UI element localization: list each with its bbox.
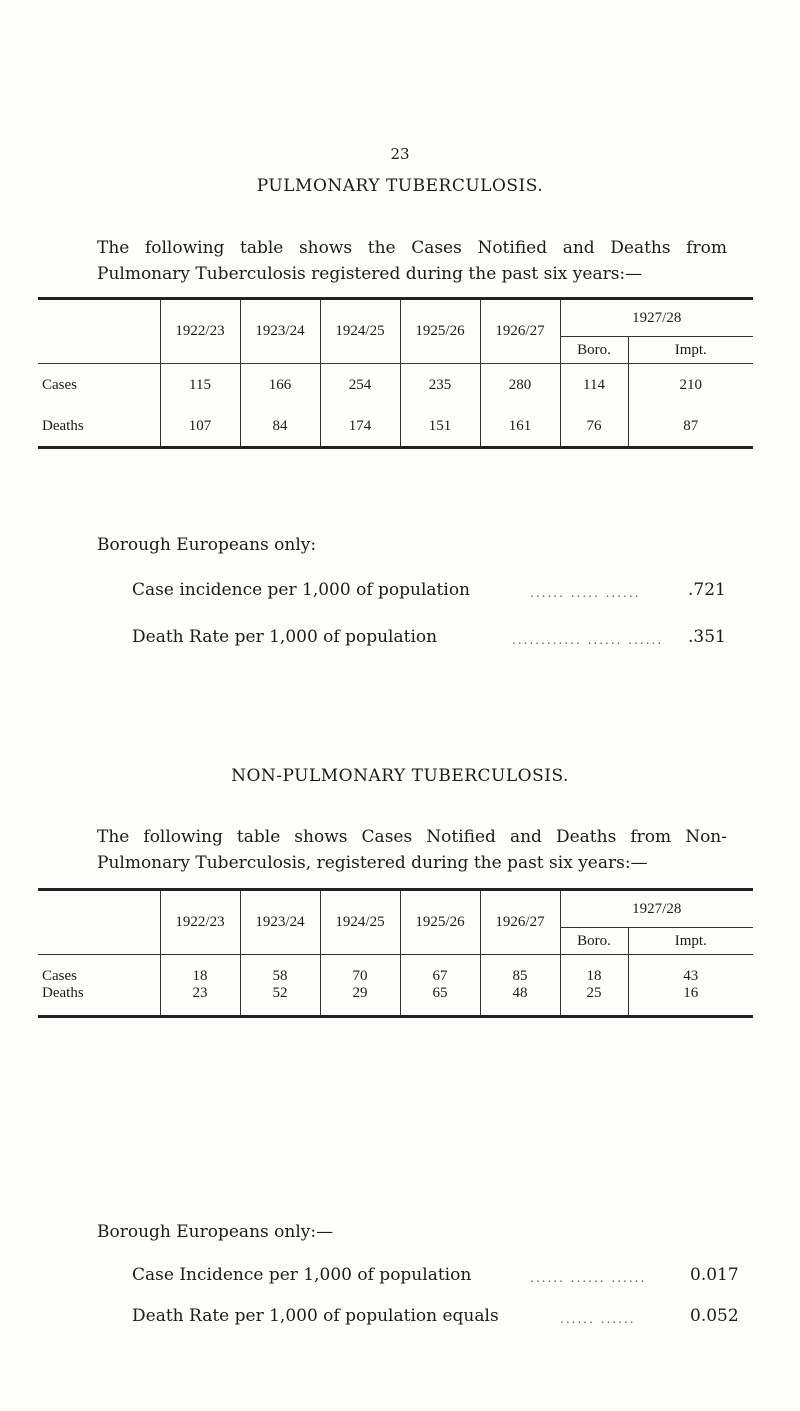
table-cell: 210 — [628, 364, 753, 407]
intro-paragraph-pulmonary: The following table shows the Cases Notified and Deaths from Pulmonary Tuberculosis registered during the past six years:— — [97, 238, 727, 284]
summary-title-non-pulmonary: Borough Europeans only:— — [97, 1222, 334, 1242]
table-cell: 29 — [320, 985, 400, 1017]
pulmonary-table — [38, 297, 753, 449]
table-cell: 161 — [480, 406, 560, 448]
table-cell: 107 — [160, 406, 240, 448]
non-pulmonary-table — [38, 888, 753, 1018]
summary-title-pulmonary: Borough Europeans only: — [97, 535, 317, 555]
table-cell: 43 — [628, 955, 753, 986]
summary-line-label: Death Rate per 1,000 of population — [132, 627, 438, 647]
year-header: 1926/27 — [480, 890, 560, 955]
table-cell: 58 — [240, 955, 320, 986]
leader-dots: ...... ...... — [560, 1312, 636, 1326]
summary-line-value: .721 — [688, 580, 726, 600]
leader-dots: ...... ...... ...... — [530, 1271, 647, 1285]
table-cell: 87 — [628, 406, 753, 448]
year-header: 1922/23 — [160, 299, 240, 364]
summary-line-label: Death Rate per 1,000 of population equals — [132, 1306, 499, 1326]
summary-line-value: 0.017 — [690, 1265, 739, 1285]
summary-line-value: .351 — [688, 627, 726, 647]
year-header: 1926/27 — [480, 299, 560, 364]
table-cell: 16 — [628, 985, 753, 1017]
page-number: 23 — [390, 145, 410, 163]
table-corner — [38, 299, 160, 364]
table-cell: 84 — [240, 406, 320, 448]
intro-paragraph-non-pulmonary: The following table shows Cases Notified and Deaths from Non-Pulmonary Tuberculosis, registered during the past six years:— — [97, 827, 727, 873]
sub-header-boro: Boro. — [560, 928, 628, 955]
table-cell: 235 — [400, 364, 480, 407]
year-header: 1925/26 — [400, 299, 480, 364]
table-cell: 254 — [320, 364, 400, 407]
sub-header-impt: Impt. — [628, 928, 753, 955]
row-label-deaths: Deaths — [42, 417, 84, 434]
table-corner — [38, 890, 160, 955]
year-header-split: 1927/28 — [560, 299, 753, 337]
table-cell: 23 — [160, 985, 240, 1017]
table-cell: 85 — [480, 955, 560, 986]
table-cell: 174 — [320, 406, 400, 448]
table-cell: 70 — [320, 955, 400, 986]
sub-header-impt: Impt. — [628, 337, 753, 364]
table-cell: 52 — [240, 985, 320, 1017]
year-header: 1922/23 — [160, 890, 240, 955]
year-header: 1925/26 — [400, 890, 480, 955]
summary-line-value: 0.052 — [690, 1306, 739, 1326]
section-heading-non-pulmonary: NON-PULMONARY TUBERCULOSIS. — [231, 766, 569, 786]
table-cell: 280 — [480, 364, 560, 407]
table-cell: 115 — [160, 364, 240, 407]
section-heading-pulmonary: PULMONARY TUBERCULOSIS. — [256, 176, 544, 196]
table-cell: 18 — [560, 955, 628, 986]
summary-line-label: Case incidence per 1,000 of population — [132, 580, 470, 600]
table-cell: 48 — [480, 985, 560, 1017]
leader-dots: ............ ...... ...... — [512, 633, 664, 647]
table-cell: 18 — [160, 955, 240, 986]
year-header-split: 1927/28 — [560, 890, 753, 928]
year-header: 1923/24 — [240, 890, 320, 955]
table-cell: 25 — [560, 985, 628, 1017]
table-cell: 67 — [400, 955, 480, 986]
summary-line-label: Case Incidence per 1,000 of population — [132, 1265, 472, 1285]
year-header: 1924/25 — [320, 890, 400, 955]
table-cell: 166 — [240, 364, 320, 407]
table-cell: 151 — [400, 406, 480, 448]
leader-dots: ...... ..... ...... — [530, 586, 641, 600]
row-label-cases: Cases — [42, 376, 77, 393]
year-header: 1923/24 — [240, 299, 320, 364]
table-cell: 76 — [560, 406, 628, 448]
year-header: 1924/25 — [320, 299, 400, 364]
row-label-cases: Cases — [42, 968, 77, 984]
table-cell: 114 — [560, 364, 628, 407]
sub-header-boro: Boro. — [560, 337, 628, 364]
row-label-deaths: Deaths — [42, 985, 84, 1001]
table-cell: 65 — [400, 985, 480, 1017]
